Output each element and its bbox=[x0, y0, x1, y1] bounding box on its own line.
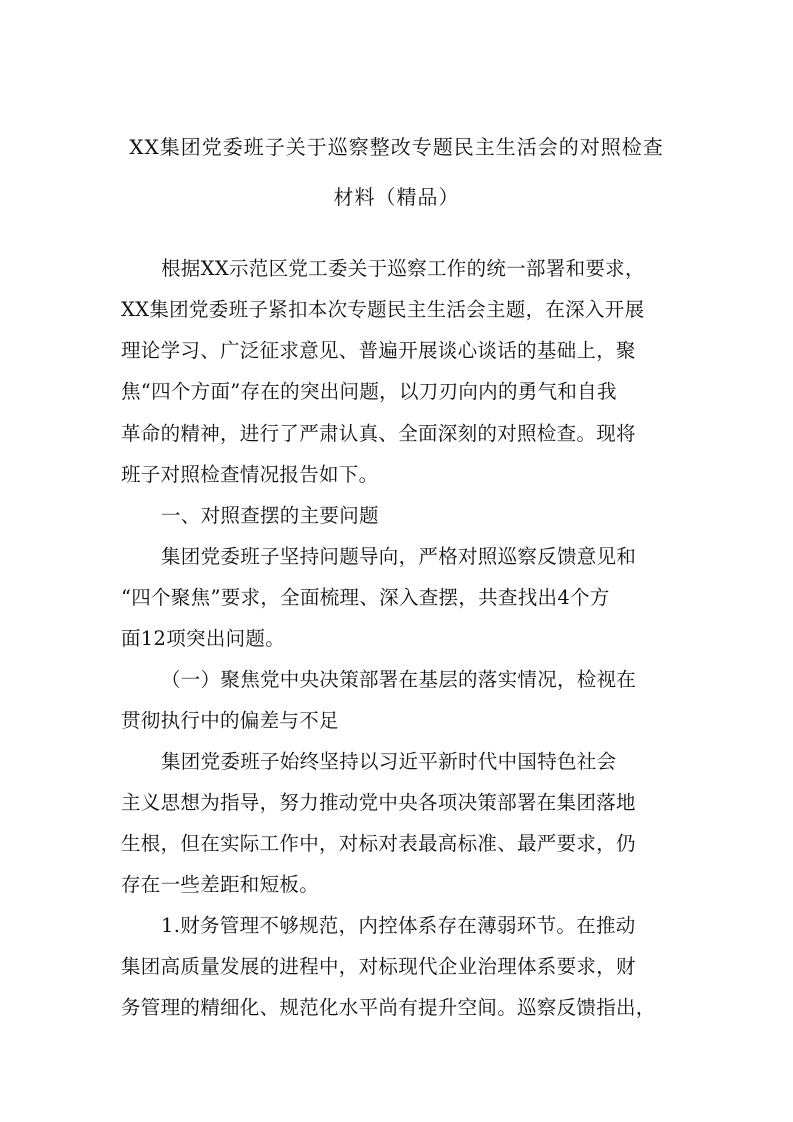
paragraph-line: 1.财务管理不够规范，内控体系存在薄弱环节。在推动 bbox=[161, 914, 636, 937]
document-title-line-2: 材料（精品） bbox=[333, 185, 460, 209]
paragraph-line: 存在一些差距和短板。 bbox=[121, 873, 320, 896]
paragraph-line: 主义思想为指导，努力推动党中央各项决策部署在集团落地 bbox=[121, 791, 636, 814]
paragraph-line: “四个聚焦”要求，全面梳理、深入查摆，共查找出4个方 bbox=[121, 586, 610, 609]
section-heading: 一、对照查摆的主要问题 bbox=[161, 504, 379, 527]
paragraph-line: 焦“四个方面”存在的突出问题，以刀刃向内的勇气和自我 bbox=[121, 380, 617, 403]
subsection-heading-continued: 贯彻执行中的偏差与不足 bbox=[121, 709, 339, 732]
paragraph-line: XX集团党委班子紧扣本次专题民主生活会主题，在深入开展 bbox=[121, 298, 645, 321]
paragraph-line: 面12项突出问题。 bbox=[121, 627, 286, 650]
paragraph-line: 生根，但在实际工作中，对标对表最高标准、最严要求，仍 bbox=[121, 832, 636, 855]
document-title-line-1: XX集团党委班子关于巡察整改专题民主生活会的对照检查 bbox=[129, 135, 664, 159]
paragraph-line: 理论学习、广泛征求意见、普遍开展谈心谈话的基础上，聚 bbox=[121, 339, 636, 362]
paragraph-line: 革命的精神，进行了严肃认真、全面深刻的对照检查。现将 bbox=[121, 422, 636, 445]
subsection-heading: （一）聚焦党中央决策部署在基层的落实情况，检视在 bbox=[161, 668, 637, 691]
paragraph-line: 根据XX示范区党工委关于巡察工作的统一部署和要求， bbox=[161, 257, 645, 280]
paragraph-line: 集团党委班子坚持问题导向，严格对照巡察反馈意见和 bbox=[161, 545, 637, 568]
paragraph-line: 集团党委班子始终坚持以习近平新时代中国特色社会 bbox=[161, 750, 617, 773]
paragraph-line: 班子对照检查情况报告如下。 bbox=[121, 463, 379, 486]
paragraph-line: 集团高质量发展的进程中，对标现代企业治理体系要求，财 bbox=[121, 955, 636, 978]
paragraph-line: 务管理的精细化、规范化水平尚有提升空间。巡察反馈指出， bbox=[121, 996, 656, 1019]
